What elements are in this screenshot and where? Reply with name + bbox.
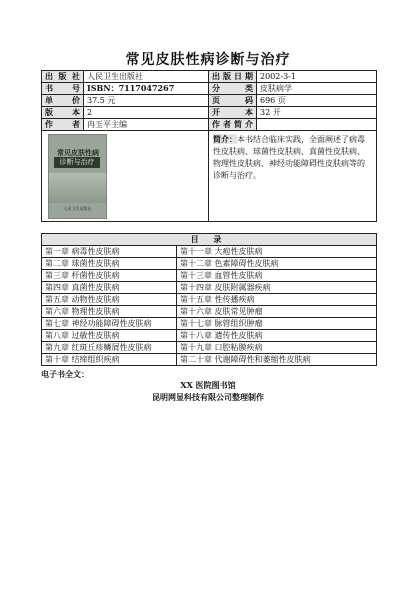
author-intro-label: 作者简介	[209, 119, 257, 131]
pages-value: 696 页	[257, 95, 377, 107]
toc-item[interactable]: 第十九章 口腔粘膜疾病	[177, 342, 377, 354]
author-value: 冉玉平主编	[84, 119, 209, 131]
cover-strip	[49, 173, 106, 203]
summary-text: 本书结合临床实践，全面阐述了病毒性皮肤病、球菌性皮肤病、真菌性皮肤病、物理性皮肤病、神经功能障碍性皮肤病等的诊断与治疗。	[213, 135, 365, 180]
cover-publisher: 人民卫生出版社	[63, 205, 92, 211]
toc-item[interactable]: 第二章 球菌性皮肤病	[42, 258, 177, 270]
cover-title-line1: 常见皮肤性病	[57, 147, 99, 157]
toc-item[interactable]: 第十八章 遗传性皮肤病	[177, 330, 377, 342]
toc-item[interactable]: 第十章 结缔组织疾病	[42, 354, 177, 366]
category-value: 皮肤病学	[257, 83, 377, 95]
toc-item[interactable]: 第一章 病毒性皮肤病	[42, 246, 177, 258]
pages-label: 页 码	[209, 95, 257, 107]
price-label: 单 价	[42, 95, 84, 107]
toc-item[interactable]: 第十三章 血管性皮肤病	[177, 270, 377, 282]
toc-item[interactable]: 第九章 红斑丘疹鳞屑性皮肤病	[42, 342, 177, 354]
author-intro-value	[257, 119, 377, 131]
book-info-table	[41, 70, 377, 222]
format-value: 32 开	[257, 107, 377, 119]
producer-credit: 昆明网显科技有限公司整理制作	[152, 392, 264, 402]
toc-item[interactable]: 第十六章 皮肤常见肿瘤	[177, 306, 377, 318]
library-name: XX 医院图书馆	[180, 380, 236, 390]
toc-item[interactable]: 第十二章 色素障碍性皮肤病	[177, 258, 377, 270]
summary-label: 简介：	[213, 134, 237, 144]
toc-item[interactable]: 第四章 真菌性皮肤病	[42, 282, 177, 294]
summary-cell	[209, 131, 377, 222]
isbn-value: ISBN：7117047267	[84, 83, 209, 95]
toc-item[interactable]: 第二十章 代谢障碍性和萎缩性皮肤病	[177, 354, 377, 366]
isbn-label: 书 号	[42, 83, 84, 95]
edition-label: 版 本	[42, 107, 84, 119]
toc-item[interactable]: 第十七章 脉管组织肿瘤	[177, 318, 377, 330]
toc-item[interactable]: 第五章 动物性皮肤病	[42, 294, 177, 306]
publisher-label: 出版社	[42, 71, 84, 83]
date-value: 2002-3-1	[257, 71, 377, 83]
price-value: 37.5 元	[84, 95, 209, 107]
book-cover-image	[48, 134, 107, 219]
category-label: 分 类	[209, 83, 257, 95]
toc-item[interactable]: 第十五章 性传播疾病	[177, 294, 377, 306]
toc-table	[41, 233, 377, 366]
toc-heading: 目 录	[42, 234, 377, 246]
page-title: 常见皮肤性病诊断与治疗	[125, 52, 291, 68]
cover-title-line2: 诊断与治疗	[54, 157, 100, 168]
toc-item[interactable]: 第三章 杆菌性皮肤病	[42, 270, 177, 282]
cover-cell	[42, 131, 209, 222]
format-label: 开 本	[209, 107, 257, 119]
toc-item[interactable]: 第六章 物理性皮肤病	[42, 306, 177, 318]
ebook-fulltext-link[interactable]: 电子书全文：	[41, 369, 89, 379]
toc-item[interactable]: 第七章 神经功能障碍性皮肤病	[42, 318, 177, 330]
toc-item[interactable]: 第十一章 大疱性皮肤病	[177, 246, 377, 258]
publisher-value: 人民卫生出版社	[84, 71, 209, 83]
author-label: 作 者	[42, 119, 84, 131]
date-label: 出版日期	[209, 71, 257, 83]
toc-item[interactable]: 第八章 过敏性皮肤病	[42, 330, 177, 342]
edition-value: 2	[84, 107, 209, 119]
toc-item[interactable]: 第十四章 皮肤附属器疾病	[177, 282, 377, 294]
